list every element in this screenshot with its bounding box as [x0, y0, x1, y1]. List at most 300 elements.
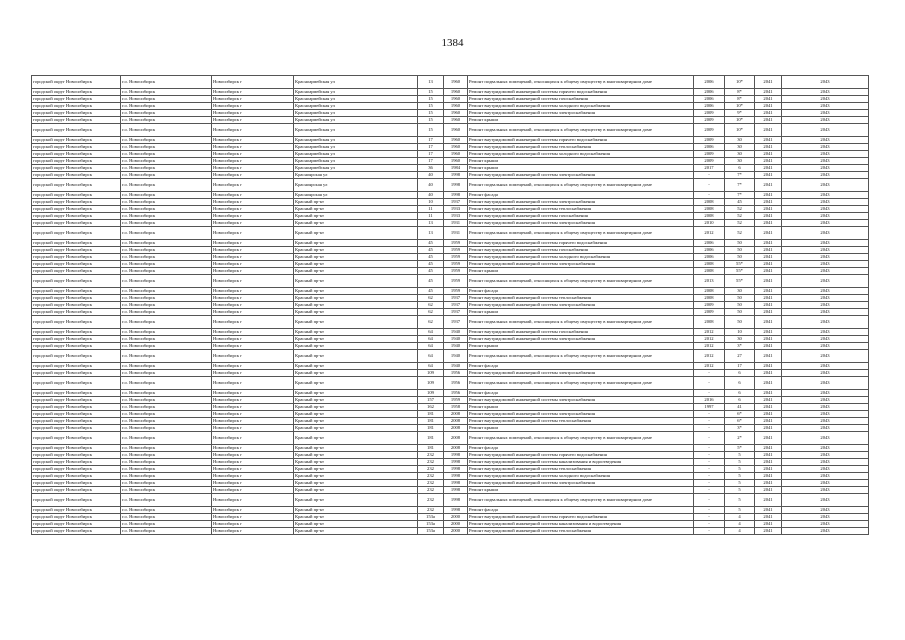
cell-city: Новосибирск г	[212, 103, 294, 110]
cell-street: Красноармейская ул	[294, 117, 418, 124]
cell-plan-start: 2041	[755, 151, 782, 158]
table-row	[32, 418, 869, 425]
cell-municipality: городской округ Новосибирск	[32, 514, 121, 521]
table-row	[32, 137, 869, 144]
cell-plan-start: 2041	[755, 343, 782, 350]
cell-settlement: г.о. Новосибирск	[121, 528, 212, 535]
cell-municipality: городской округ Новосибирск	[32, 404, 121, 411]
cell-plan-start: 2041	[755, 494, 782, 507]
cell-build-year: 1998	[444, 459, 468, 466]
cell-plan-end: 2043	[782, 192, 869, 199]
cell-city: Новосибирск г	[212, 268, 294, 275]
cell-street: Красный пр-кт	[294, 343, 418, 350]
table-row	[32, 514, 869, 521]
cell-wear-value: 52	[725, 227, 755, 240]
cell-settlement: г.о. Новосибирск	[121, 329, 212, 336]
cell-city: Новосибирск г	[212, 390, 294, 397]
cell-build-year: 1958	[444, 404, 468, 411]
cell-plan-end: 2043	[782, 254, 869, 261]
cell-wear-value: 27	[725, 350, 755, 363]
cell-wear-value: 50	[725, 247, 755, 254]
cell-city: Новосибирск г	[212, 199, 294, 206]
cell-build-year: 1931	[444, 227, 468, 240]
cell-city: Новосибирск г	[212, 76, 294, 89]
cell-plan-start: 2041	[755, 528, 782, 535]
cell-last-repair-year: 2012	[694, 350, 725, 363]
cell-last-repair-year: 2009	[694, 158, 725, 165]
cell-work-type: Ремонт внутридомовой инженерной системы электроснабжения	[468, 172, 694, 179]
cell-house: 232	[418, 473, 444, 480]
cell-settlement: г.о. Новосибирск	[121, 377, 212, 390]
cell-plan-end: 2043	[782, 480, 869, 487]
cell-build-year: 2008	[444, 425, 468, 432]
cell-last-repair-year: 2008	[694, 206, 725, 213]
cell-work-type: Ремонт внутридомовой инженерной системы горячего водоснабжения	[468, 452, 694, 459]
table-row	[32, 172, 869, 179]
cell-work-type: Ремонт внутридомовой инженерной системы теплоснабжения	[468, 418, 694, 425]
table-row	[32, 445, 869, 452]
cell-wear-value: 8*	[725, 96, 755, 103]
cell-build-year: 1940	[444, 329, 468, 336]
cell-city: Новосибирск г	[212, 494, 294, 507]
table-row	[32, 96, 869, 103]
cell-street: Красный пр-кт	[294, 227, 418, 240]
cell-wear-value: 10*	[725, 76, 755, 89]
cell-wear-value: 52	[725, 206, 755, 213]
cell-plan-start: 2041	[755, 117, 782, 124]
table-row	[32, 404, 869, 411]
cell-municipality: городской округ Новосибирск	[32, 397, 121, 404]
cell-street: Красный пр-кт	[294, 295, 418, 302]
cell-house: 40	[418, 172, 444, 179]
cell-build-year: 1956	[444, 390, 468, 397]
cell-work-type: Ремонт внутридомовой инженерной системы газоснабжения	[468, 247, 694, 254]
cell-wear-value: 4	[725, 521, 755, 528]
cell-plan-end: 2043	[782, 206, 869, 213]
cell-municipality: городской округ Новосибирск	[32, 473, 121, 480]
cell-wear-value: 17	[725, 363, 755, 370]
cell-house: 10	[418, 199, 444, 206]
cell-work-type: Ремонт подвальных помещений, относящихся к общему имуществу в многоквартирном доме	[468, 275, 694, 288]
cell-work-type: Ремонт внутридомовой инженерной системы теплоснабжения	[468, 466, 694, 473]
cell-city: Новосибирск г	[212, 227, 294, 240]
cell-work-type: Ремонт фасада	[468, 445, 694, 452]
table-row	[32, 144, 869, 151]
cell-house: 232	[418, 494, 444, 507]
cell-house: 153а	[418, 528, 444, 535]
cell-last-repair-year: -	[694, 172, 725, 179]
cell-wear-value: 6*	[725, 418, 755, 425]
cell-build-year: 1960	[444, 137, 468, 144]
cell-last-repair-year: 2017	[694, 165, 725, 172]
cell-street: Красный пр-кт	[294, 425, 418, 432]
cell-plan-end: 2043	[782, 275, 869, 288]
table-row	[32, 158, 869, 165]
cell-last-repair-year: 2006	[694, 254, 725, 261]
cell-street: Красный пр-кт	[294, 268, 418, 275]
cell-settlement: г.о. Новосибирск	[121, 432, 212, 445]
cell-plan-end: 2043	[782, 179, 869, 192]
cell-street: Красный пр-кт	[294, 370, 418, 377]
cell-settlement: г.о. Новосибирск	[121, 411, 212, 418]
cell-wear-value: 50	[725, 302, 755, 309]
cell-wear-value: 55*	[725, 275, 755, 288]
cell-municipality: городской округ Новосибирск	[32, 445, 121, 452]
cell-settlement: г.о. Новосибирск	[121, 199, 212, 206]
cell-house: 45	[418, 288, 444, 295]
cell-municipality: городской округ Новосибирск	[32, 295, 121, 302]
cell-plan-end: 2043	[782, 404, 869, 411]
cell-wear-value: 50	[725, 295, 755, 302]
cell-street: Красный пр-кт	[294, 247, 418, 254]
cell-municipality: городской округ Новосибирск	[32, 240, 121, 247]
cell-street: Красный пр-кт	[294, 487, 418, 494]
cell-municipality: городской округ Новосибирск	[32, 336, 121, 343]
cell-work-type: Ремонт внутридомовой инженерной системы электроснабжения	[468, 397, 694, 404]
cell-settlement: г.о. Новосибирск	[121, 158, 212, 165]
cell-plan-start: 2041	[755, 179, 782, 192]
table-row	[32, 124, 869, 137]
cell-wear-value: 45	[725, 199, 755, 206]
cell-municipality: городской округ Новосибирск	[32, 418, 121, 425]
cell-municipality: городской округ Новосибирск	[32, 507, 121, 514]
cell-house: 64	[418, 343, 444, 350]
cell-last-repair-year: -	[694, 192, 725, 199]
cell-wear-value: 5*	[725, 445, 755, 452]
cell-work-type: Ремонт внутридомовой инженерной системы теплоснабжения	[468, 206, 694, 213]
cell-city: Новосибирск г	[212, 213, 294, 220]
cell-city: Новосибирск г	[212, 275, 294, 288]
cell-work-type: Ремонт подвальных помещений, относящихся к общему имуществу в многоквартирном доме	[468, 350, 694, 363]
cell-municipality: городской округ Новосибирск	[32, 411, 121, 418]
cell-plan-start: 2041	[755, 514, 782, 521]
cell-last-repair-year: 2006	[694, 103, 725, 110]
cell-last-repair-year: -	[694, 425, 725, 432]
cell-house: 45	[418, 254, 444, 261]
table-row	[32, 288, 869, 295]
cell-settlement: г.о. Новосибирск	[121, 452, 212, 459]
cell-last-repair-year: 2006	[694, 89, 725, 96]
table-row	[32, 466, 869, 473]
cell-city: Новосибирск г	[212, 110, 294, 117]
cell-plan-end: 2043	[782, 110, 869, 117]
cell-street: Красный пр-кт	[294, 445, 418, 452]
cell-city: Новосибирск г	[212, 418, 294, 425]
cell-last-repair-year: 2009	[694, 117, 725, 124]
cell-last-repair-year: 2006	[694, 96, 725, 103]
cell-build-year: 1998	[444, 172, 468, 179]
cell-work-type: Ремонт фасада	[468, 288, 694, 295]
cell-last-repair-year: -	[694, 377, 725, 390]
cell-city: Новосибирск г	[212, 117, 294, 124]
cell-plan-start: 2041	[755, 288, 782, 295]
cell-house: 17	[418, 151, 444, 158]
cell-wear-value: 3*	[725, 343, 755, 350]
cell-work-type: Ремонт подвальных помещений, относящихся к общему имуществу в многоквартирном доме	[468, 124, 694, 137]
cell-build-year: 1931	[444, 220, 468, 227]
cell-plan-end: 2043	[782, 473, 869, 480]
cell-house: 153а	[418, 514, 444, 521]
cell-settlement: г.о. Новосибирск	[121, 521, 212, 528]
cell-plan-end: 2043	[782, 96, 869, 103]
cell-plan-end: 2043	[782, 144, 869, 151]
cell-build-year: 1959	[444, 261, 468, 268]
cell-city: Новосибирск г	[212, 473, 294, 480]
cell-settlement: г.о. Новосибирск	[121, 487, 212, 494]
cell-house: 45	[418, 261, 444, 268]
cell-work-type: Ремонт внутридомовой инженерной системы газоснабжения	[468, 213, 694, 220]
cell-plan-end: 2043	[782, 309, 869, 316]
cell-wear-value: 52	[725, 220, 755, 227]
cell-wear-value: 10*	[725, 103, 755, 110]
cell-municipality: городской округ Новосибирск	[32, 206, 121, 213]
cell-house: 45	[418, 240, 444, 247]
cell-plan-start: 2041	[755, 261, 782, 268]
cell-city: Новосибирск г	[212, 288, 294, 295]
cell-settlement: г.о. Новосибирск	[121, 343, 212, 350]
cell-plan-start: 2041	[755, 275, 782, 288]
cell-municipality: городской округ Новосибирск	[32, 165, 121, 172]
cell-work-type: Ремонт крыши	[468, 404, 694, 411]
cell-work-type: Ремонт внутридомовой инженерной системы горячего водоснабжения	[468, 240, 694, 247]
cell-plan-end: 2043	[782, 295, 869, 302]
cell-build-year: 1959	[444, 247, 468, 254]
cell-build-year: 1998	[444, 487, 468, 494]
cell-municipality: городской округ Новосибирск	[32, 261, 121, 268]
cell-settlement: г.о. Новосибирск	[121, 404, 212, 411]
cell-street: Красный пр-кт	[294, 514, 418, 521]
cell-plan-start: 2041	[755, 350, 782, 363]
cell-wear-value: 5	[725, 459, 755, 466]
cell-last-repair-year: -	[694, 473, 725, 480]
cell-house: 13	[418, 76, 444, 89]
cell-wear-value: 5	[725, 466, 755, 473]
cell-street: Красноармейская ул	[294, 137, 418, 144]
cell-work-type: Ремонт внутридомовой инженерной системы холодного водоснабжения	[468, 103, 694, 110]
cell-settlement: г.о. Новосибирск	[121, 179, 212, 192]
cell-last-repair-year: -	[694, 480, 725, 487]
cell-build-year: 1998	[444, 192, 468, 199]
cell-build-year: 1960	[444, 117, 468, 124]
cell-plan-start: 2041	[755, 144, 782, 151]
cell-house: 11	[418, 206, 444, 213]
cell-house: 15	[418, 96, 444, 103]
cell-wear-value: 30	[725, 144, 755, 151]
cell-plan-start: 2041	[755, 521, 782, 528]
cell-settlement: г.о. Новосибирск	[121, 96, 212, 103]
table-row	[32, 370, 869, 377]
cell-build-year: 1959	[444, 397, 468, 404]
cell-wear-value: 5	[725, 487, 755, 494]
cell-plan-start: 2041	[755, 192, 782, 199]
cell-work-type: Ремонт подвальных помещений, относящихся к общему имуществу в многоквартирном доме	[468, 179, 694, 192]
cell-municipality: городской округ Новосибирск	[32, 521, 121, 528]
cell-street: Красноармейская ул	[294, 103, 418, 110]
cell-city: Новосибирск г	[212, 528, 294, 535]
cell-last-repair-year: -	[694, 521, 725, 528]
cell-house: 232	[418, 507, 444, 514]
cell-wear-value: 10*	[725, 124, 755, 137]
cell-city: Новосибирск г	[212, 370, 294, 377]
cell-settlement: г.о. Новосибирск	[121, 459, 212, 466]
cell-plan-start: 2041	[755, 309, 782, 316]
cell-house: 109	[418, 370, 444, 377]
cell-plan-end: 2043	[782, 227, 869, 240]
cell-last-repair-year: -	[694, 390, 725, 397]
cell-house: 45	[418, 275, 444, 288]
cell-work-type: Ремонт подвальных помещений, относящихся к общему имуществу в многоквартирном доме	[468, 76, 694, 89]
cell-plan-end: 2043	[782, 117, 869, 124]
table-row	[32, 473, 869, 480]
cell-municipality: городской округ Новосибирск	[32, 425, 121, 432]
cell-plan-start: 2041	[755, 206, 782, 213]
table-row	[32, 227, 869, 240]
cell-municipality: городской округ Новосибирск	[32, 96, 121, 103]
cell-build-year: 1960	[444, 124, 468, 137]
table-row	[32, 275, 869, 288]
cell-plan-end: 2043	[782, 452, 869, 459]
cell-work-type: Ремонт внутридомовой инженерной системы горячего водоснабжения	[468, 514, 694, 521]
cell-settlement: г.о. Новосибирск	[121, 480, 212, 487]
cell-work-type: Ремонт подвальных помещений, относящихся к общему имуществу в многоквартирном доме	[468, 227, 694, 240]
cell-build-year: 1960	[444, 110, 468, 117]
table-row	[32, 316, 869, 329]
cell-municipality: городской округ Новосибирск	[32, 350, 121, 363]
cell-house: 64	[418, 329, 444, 336]
cell-plan-end: 2043	[782, 268, 869, 275]
cell-work-type: Ремонт крыши	[468, 268, 694, 275]
cell-municipality: городской округ Новосибирск	[32, 466, 121, 473]
cell-house: 232	[418, 452, 444, 459]
table-row	[32, 89, 869, 96]
cell-plan-start: 2041	[755, 507, 782, 514]
cell-wear-value: 5	[725, 507, 755, 514]
table-row	[32, 377, 869, 390]
cell-last-repair-year: 2012	[694, 329, 725, 336]
cell-build-year: 2008	[444, 418, 468, 425]
cell-plan-start: 2041	[755, 268, 782, 275]
cell-work-type: Ремонт внутридомовой инженерной системы электроснабжения	[468, 261, 694, 268]
cell-work-type: Ремонт крыши	[468, 165, 694, 172]
cell-street: Красный пр-кт	[294, 220, 418, 227]
cell-last-repair-year: 2008	[694, 261, 725, 268]
cell-work-type: Ремонт внутридомовой инженерной системы электроснабжения	[468, 110, 694, 117]
cell-build-year: 1984	[444, 165, 468, 172]
cell-plan-end: 2043	[782, 213, 869, 220]
cell-city: Новосибирск г	[212, 329, 294, 336]
cell-wear-value: 5	[725, 480, 755, 487]
table-row	[32, 528, 869, 535]
cell-house: 17	[418, 158, 444, 165]
cell-build-year: 2000	[444, 514, 468, 521]
cell-plan-end: 2043	[782, 89, 869, 96]
cell-settlement: г.о. Новосибирск	[121, 76, 212, 89]
cell-municipality: городской округ Новосибирск	[32, 110, 121, 117]
cell-settlement: г.о. Новосибирск	[121, 507, 212, 514]
table-row	[32, 411, 869, 418]
cell-city: Новосибирск г	[212, 96, 294, 103]
cell-last-repair-year: 2012	[694, 336, 725, 343]
cell-plan-start: 2041	[755, 137, 782, 144]
cell-build-year: 1998	[444, 179, 468, 192]
table-row	[32, 192, 869, 199]
cell-settlement: г.о. Новосибирск	[121, 220, 212, 227]
cell-build-year: 1937	[444, 295, 468, 302]
cell-wear-value: 30	[725, 137, 755, 144]
cell-settlement: г.о. Новосибирск	[121, 309, 212, 316]
cell-house: 64	[418, 350, 444, 363]
cell-street: Красный пр-кт	[294, 507, 418, 514]
table-row	[32, 110, 869, 117]
cell-work-type: Ремонт подвальных помещений, относящихся к общему имуществу в многоквартирном доме	[468, 316, 694, 329]
cell-work-type: Ремонт внутридомовой инженерной системы электроснабжения	[468, 199, 694, 206]
cell-house: 181	[418, 411, 444, 418]
cell-last-repair-year: -	[694, 432, 725, 445]
cell-work-type: Ремонт внутридомовой инженерной системы канализования и водоотведения	[468, 521, 694, 528]
cell-last-repair-year: -	[694, 466, 725, 473]
cell-street: Красный пр-кт	[294, 261, 418, 268]
cell-plan-end: 2043	[782, 137, 869, 144]
cell-plan-start: 2041	[755, 336, 782, 343]
cell-plan-end: 2043	[782, 397, 869, 404]
cell-work-type: Ремонт внутридомовой инженерной системы газоснабжения	[468, 329, 694, 336]
cell-plan-start: 2041	[755, 220, 782, 227]
cell-last-repair-year: -	[694, 494, 725, 507]
cell-work-type: Ремонт подвальных помещений, относящихся к общему имуществу в многоквартирном доме	[468, 377, 694, 390]
cell-street: Красноармейская ул	[294, 89, 418, 96]
cell-work-type: Ремонт внутридомовой инженерной системы электроснабжения	[468, 302, 694, 309]
cell-city: Новосибирск г	[212, 172, 294, 179]
cell-municipality: городской округ Новосибирск	[32, 213, 121, 220]
cell-settlement: г.о. Новосибирск	[121, 295, 212, 302]
cell-house: 13	[418, 227, 444, 240]
cell-plan-start: 2041	[755, 302, 782, 309]
cell-last-repair-year: 2012	[694, 363, 725, 370]
cell-work-type: Ремонт внутридомовой инженерной системы холодного водоснабжения	[468, 151, 694, 158]
cell-street: Красный пр-кт	[294, 494, 418, 507]
cell-build-year: 2008	[444, 445, 468, 452]
cell-last-repair-year: 2009	[694, 124, 725, 137]
cell-work-type: Ремонт внутридомовой инженерной системы теплоснабжения	[468, 144, 694, 151]
cell-plan-start: 2041	[755, 172, 782, 179]
cell-house: 181	[418, 432, 444, 445]
cell-city: Новосибирск г	[212, 459, 294, 466]
cell-municipality: городской округ Новосибирск	[32, 172, 121, 179]
cell-build-year: 1959	[444, 268, 468, 275]
cell-municipality: городской округ Новосибирск	[32, 343, 121, 350]
cell-city: Новосибирск г	[212, 514, 294, 521]
cell-plan-end: 2043	[782, 288, 869, 295]
cell-house: 232	[418, 480, 444, 487]
cell-last-repair-year: 2009	[694, 137, 725, 144]
cell-street: Красноярская ул	[294, 179, 418, 192]
cell-municipality: городской округ Новосибирск	[32, 117, 121, 124]
cell-build-year: 1960	[444, 151, 468, 158]
cell-work-type: Ремонт внутридомовой инженерной системы холодного водоснабжения	[468, 254, 694, 261]
cell-house: 62	[418, 295, 444, 302]
cell-plan-end: 2043	[782, 459, 869, 466]
cell-build-year: 1933	[444, 213, 468, 220]
cell-wear-value: 9*	[725, 110, 755, 117]
cell-wear-value: 52	[725, 213, 755, 220]
cell-plan-end: 2043	[782, 418, 869, 425]
cell-last-repair-year: 2006	[694, 240, 725, 247]
cell-settlement: г.о. Новосибирск	[121, 350, 212, 363]
cell-last-repair-year: -	[694, 487, 725, 494]
cell-municipality: городской округ Новосибирск	[32, 459, 121, 466]
cell-wear-value: 5	[725, 452, 755, 459]
cell-plan-start: 2041	[755, 213, 782, 220]
